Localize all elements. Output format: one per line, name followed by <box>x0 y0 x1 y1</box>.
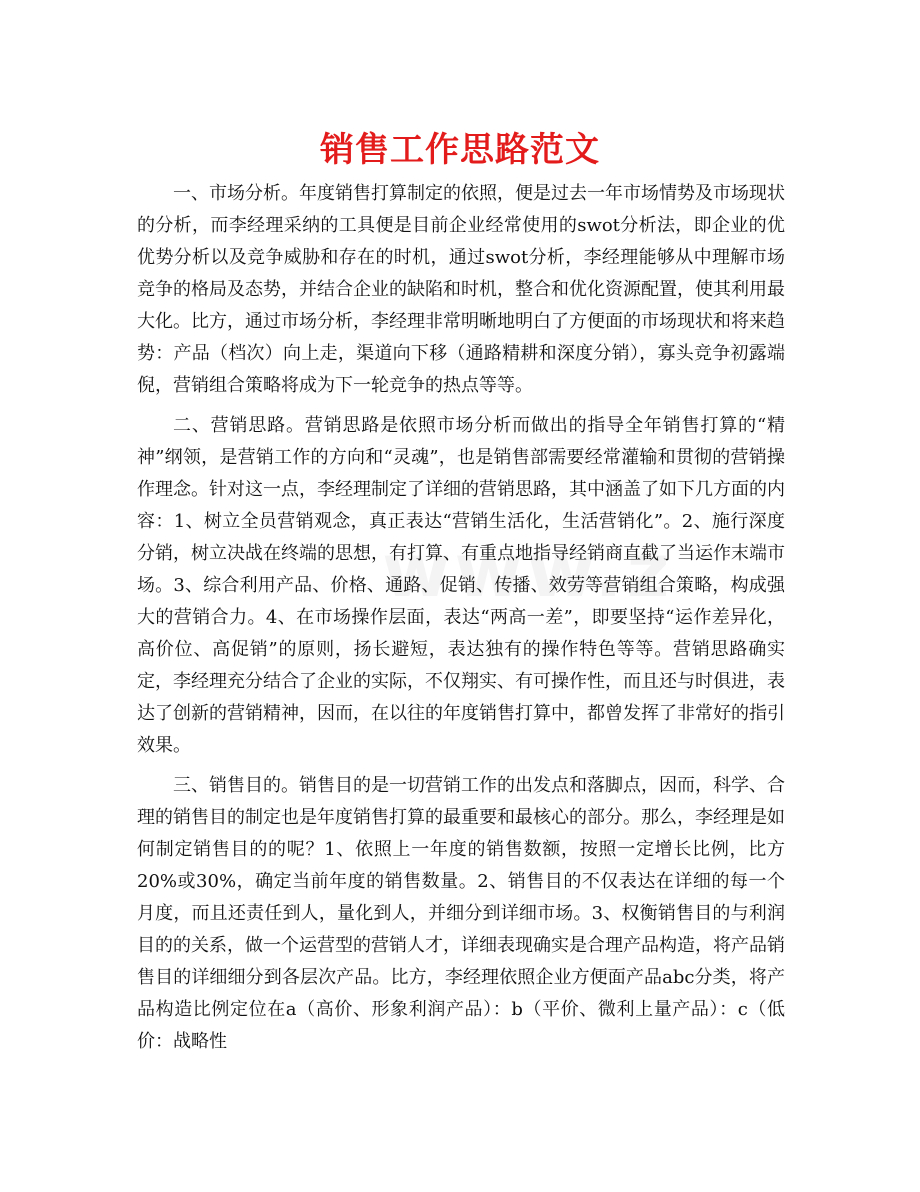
paragraph-sales-target: 三、销售目的。销售目的是一切营销工作的出发点和落脚点，因而，科学、合理的销售目的制定也是年度销售打算的最重要和最核心的部分。那么，李经理是如何制定销售目的的呢？1、依照上一年度的销售数额，按照一定增长比例，比方20%或30%，确定当前年度的销售数量。2、销售目的不仅表达在详细的每一个月度，而且还责任到人，量化到人，并细分到详细市场。3、权衡销售目的与利润目的的关系，做一个运营型的营销人才，详细表现确实是合理产品构造，将产品销售目的详细细分到各层次产品。比方，李经理依照企业方便面产品abc分类，将产品构造比例定位在a（高价、形象利润产品）：b（平价、微利上量产品）：c（低价：战略性 <box>137 775 785 1052</box>
document-title: 销售工作思路范文 <box>320 130 600 170</box>
document-body <box>137 178 785 1066</box>
paragraph-market-analysis: 一、市场分析。年度销售打算制定的依照，便是过去一年市场情势及市场现状的分析，而李经理采纳的工具便是目前企业经常使用的swot分析法，即企业的优优势分析以及竞争威胁和存在的时机，通过swot分析，李经理能够从中理解市场竞争的格局及态势，并结合企业的缺陷和时机，整合和优化资源配置，使其利用最大化。比方，通过市场分析，李经理非常明晰地明白了方便面的市场现状和将来趋势：产品（档次）向上走，渠道向下移（通路精耕和深度分销），寡头竞争初露端倪，营销组合策略将成为下一轮竞争的热点等等。 <box>137 183 785 396</box>
paragraph-marketing-strategy: 二、营销思路。营销思路是依照市场分析而做出的指导全年销售打算的“精神”纲领，是营销工作的方向和“灵魂”，也是销售部需要经常灌输和贯彻的营销操作理念。针对这一点，李经理制定了详细的营销思路，其中涵盖了如下几方面的内容：1、树立全员营销观念，真正表达“营销生活化，生活营销化”。2、施行深度分销，树立决战在终端的思想，有打算、有重点地指导经销商直截了当运作末端市场。3、综合利用产品、价格、通路、促销、传播、效劳等营销组合策略，构成强大的营销合力。4、在市场操作层面，表达“两高一差”，即要坚持“运作差异化，高价位、高促销”的原则，扬长避短，表达独有的操作特色等等。营销思路确实定，李经理充分结合了企业的实际，不仅翔实、有可操作性，而且还与时俱进，表达了创新的营销精神，因而，在以往的年度销售打算中，都曾发挥了非常好的指引效果。 <box>137 415 785 756</box>
